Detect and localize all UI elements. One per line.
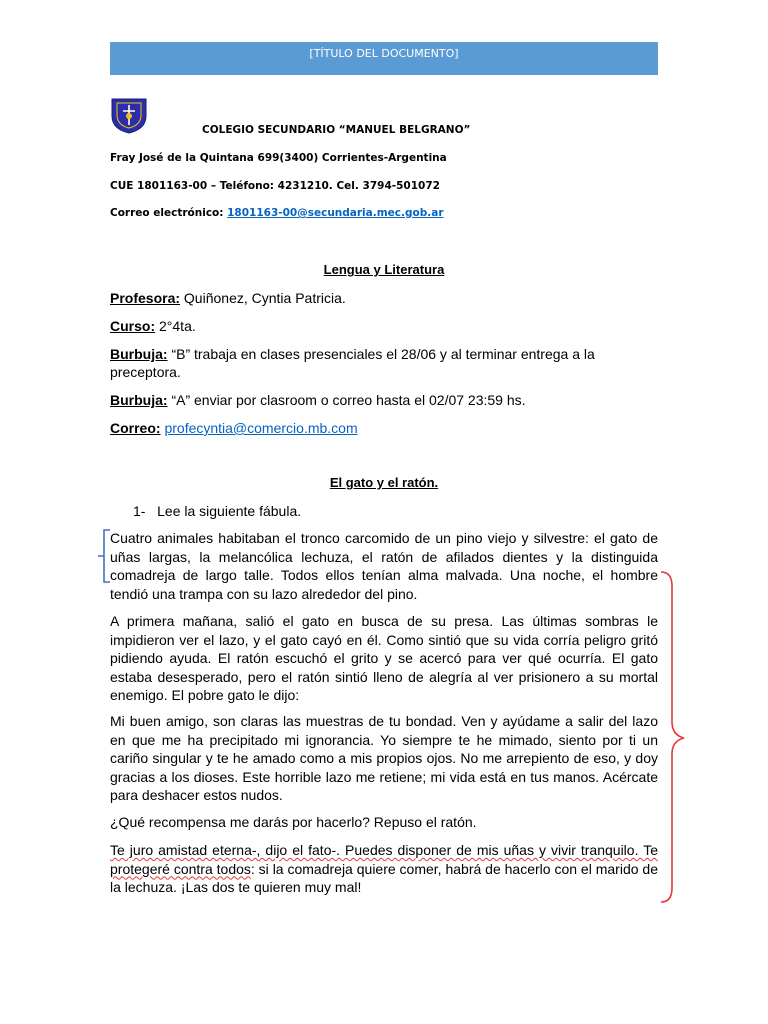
paragraph-2: A primera mañana, salió el gato en busca de su presa. Las últimas sombras le impidieron ver el lazo, y el gato cayó en él. Como sintió que su vida corría peligro gritó pidiendo ayuda. El ratón escuchó el grito y se acercó para ver qué ocurría. El gato estaba desesperado, pero el ratón sintió lleno de alegría al ver prisionero a su mortal enemigo. El pobre gato le dijo: bbox=[110, 613, 658, 704]
document-title: [TÍTULO DEL DOCUMENTO] bbox=[309, 47, 459, 60]
paragraph-3: Mi buen amigo, son claras las muestras de tu bondad. Ven y ayúdame a salir del lazo en que me ha precipitado mi ignorancia. Yo siempre te he mimado, siento por ti un cariño singular y te he amado como a mis propios ojos. No me arrepiento de eso, y doy gracias a los dioses. Este horrible lazo me retiene; mi vida está en tus manos. Acércate para deshacer estos nudos. bbox=[110, 713, 658, 804]
teacher-label: Profesora: bbox=[110, 290, 181, 306]
teacher-email-link[interactable]: profecyntia@comercio.mb.com bbox=[164, 420, 358, 436]
red-curly-brace bbox=[661, 572, 684, 902]
school-address: Fray José de la Quintana 699(3400) Corrientes-Argentina bbox=[110, 152, 447, 164]
mail-label: Correo: bbox=[110, 420, 161, 436]
bubble-b-label: Burbuja: bbox=[110, 346, 168, 362]
course-label: Curso: bbox=[110, 318, 156, 334]
bubble-b-value: “B” trabaja en clases presenciales el 28/06 y al terminar entrega a la preceptora. bbox=[110, 346, 595, 380]
instruction-text: Lee la siguiente fábula. bbox=[157, 503, 302, 519]
paragraph-5-rest: : si la comadreja quiere comer, habrá de hacerlo con el marido de la lechuza. ¡Las dos te quieren muy mal! bbox=[110, 860, 658, 896]
paragraph-4: ¿Qué recompensa me darás por hacerlo? Repuso el ratón. bbox=[110, 814, 477, 830]
story-title: El gato y el ratón. bbox=[329, 475, 439, 490]
subject-title: Lengua y Literatura bbox=[323, 262, 445, 277]
instruction-number: 1- bbox=[133, 503, 146, 519]
bubble-a-value: “A” enviar por clasroom o correo hasta el 02/07 23:59 hs. bbox=[167, 392, 526, 408]
paragraph-1: Cuatro animales habitaban el tronco carcomido de un pino viejo y silvestre: el gato de uñas largas, la melancólica lechuza, el ratón de afilados dientes y la distinguida comadreja de largo talle. Todos ellos tenían alma malvada. Una noche, el hombre tendió una trampa con su lazo alrededor del pino. bbox=[110, 530, 658, 602]
school-phone: CUE 1801163-00 – Teléfono: 4231210. Cel. 3794-501072 bbox=[110, 180, 440, 192]
school-email-link[interactable]: 1801163-00@secundaria.mec.gob.ar bbox=[227, 207, 444, 219]
blue-bracket bbox=[98, 530, 110, 582]
course-value: 2°4ta. bbox=[155, 318, 196, 334]
school-name: COLEGIO SECUNDARIO “MANUEL BELGRANO” bbox=[202, 124, 471, 136]
teacher-value: Quiñonez, Cyntia Patricia. bbox=[180, 290, 346, 306]
paragraph-5-marked: Te juro amistad eterna-, dijo el fato-. Puedes disponer de mis uñas y vivir tranquilo. Te protegeré contra todos bbox=[110, 842, 658, 877]
school-email-label: Correo electrónico: bbox=[110, 207, 228, 219]
bubble-a-label: Burbuja: bbox=[110, 392, 168, 408]
